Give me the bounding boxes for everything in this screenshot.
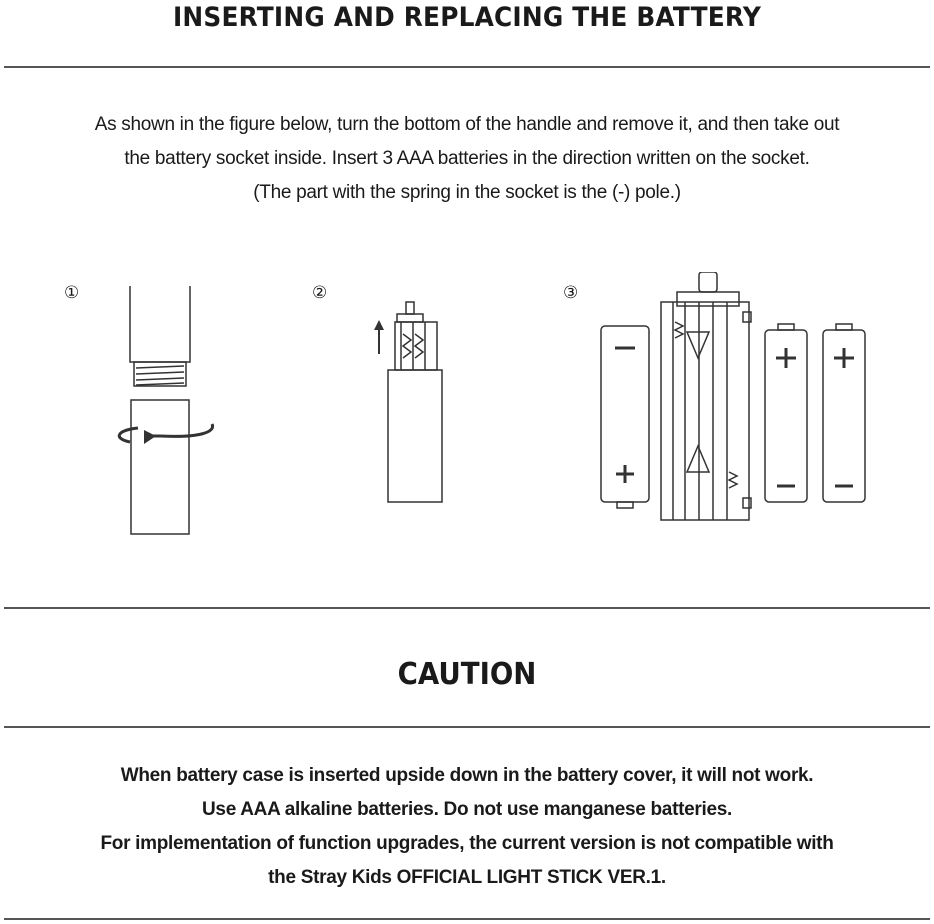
caution-line: Use AAA alkaline batteries. Do not use manganese batteries. xyxy=(202,799,732,820)
step-number-3: ③ xyxy=(563,283,579,303)
page-title: INSERTING AND REPLACING THE BATTERY xyxy=(172,2,762,33)
caution-line: the Stray Kids OFFICIAL LIGHT STICK VER.1. xyxy=(268,867,666,888)
handle-twist-icon xyxy=(100,280,230,540)
instruction-line: As shown in the figure below, turn the bottom of the handle and remove it, and then take out xyxy=(94,114,840,135)
divider xyxy=(4,607,930,609)
caution-line: When battery case is inserted upside down in the battery cover, it will not work. xyxy=(120,765,814,786)
battery-insert-icon xyxy=(595,272,875,527)
instruction-line: the battery socket inside. Insert 3 AAA batteries in the direction written on the socket. xyxy=(124,148,810,169)
instructions-text xyxy=(0,108,934,210)
divider xyxy=(4,726,930,728)
divider xyxy=(4,918,930,920)
socket-pull-out-icon xyxy=(365,290,455,515)
instruction-line: (The part with the spring in the socket is the (-) pole.) xyxy=(253,182,681,203)
caution-title: CAUTION xyxy=(397,657,537,692)
step-number-2: ② xyxy=(312,283,328,303)
divider xyxy=(4,66,930,68)
caution-line: For implementation of function upgrades, the current version is not compatible with xyxy=(100,833,834,854)
step-number-1: ① xyxy=(64,283,80,303)
caution-text xyxy=(0,759,934,895)
